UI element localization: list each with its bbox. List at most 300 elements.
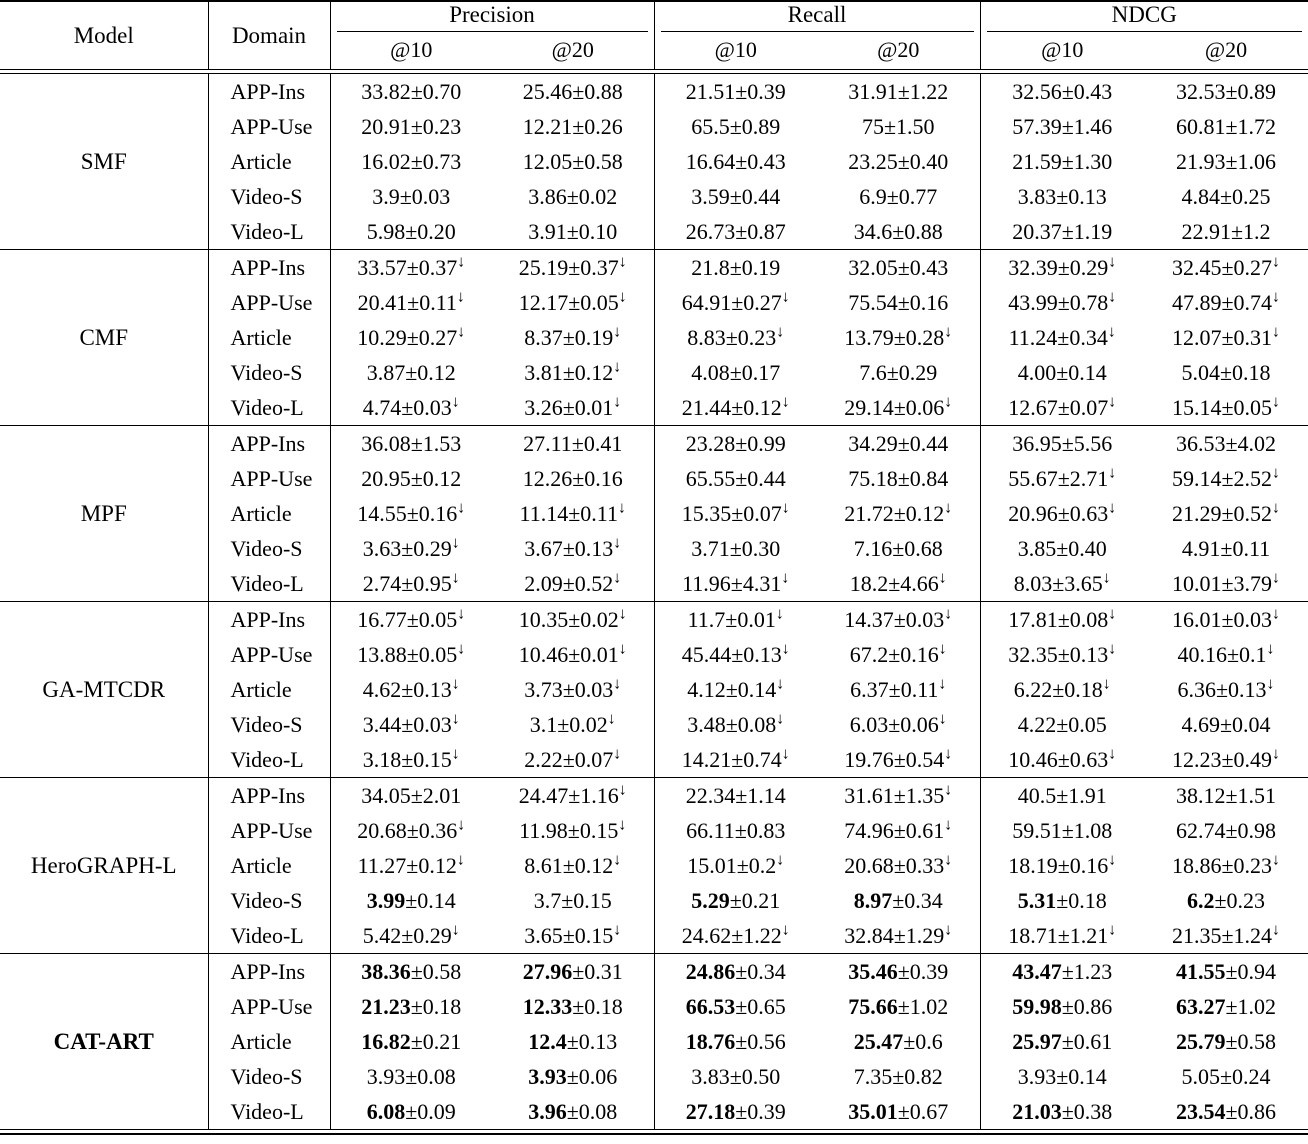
plus-minus-sign: ±: [572, 148, 585, 174]
metric-cell-recall-at20: [817, 1094, 980, 1130]
metric-value: 10.01: [1171, 570, 1222, 596]
plus-minus-sign: ±: [568, 641, 581, 667]
plus-minus-sign: ±: [897, 148, 910, 174]
plus-minus-sign: ±: [725, 711, 738, 737]
plus-minus-sign: ±: [406, 606, 419, 632]
metric-stddev: 0.87: [747, 218, 786, 244]
metric-stddev: 0.52: [574, 570, 614, 596]
metric-stddev: 1.02: [1237, 993, 1277, 1019]
down-arrow-icon: ↓: [1272, 569, 1281, 587]
metric-stddev: 0.21: [422, 1028, 462, 1054]
plus-minus-sign: ±: [572, 465, 585, 491]
down-arrow-icon: ↓: [1108, 605, 1117, 623]
metric-stddev: 0.88: [584, 78, 623, 104]
metric-value: 20.96: [1008, 500, 1058, 526]
metric-cell-ndcg-at20: [1144, 320, 1308, 355]
metric-value: 31.91: [848, 78, 898, 104]
metric-cell-ndcg-at20: [1144, 179, 1308, 214]
metric-value: 5.98: [366, 218, 406, 244]
plus-minus-sign: ±: [566, 183, 579, 209]
metric-value: 5.29: [691, 887, 730, 913]
plus-minus-sign: ±: [888, 711, 901, 737]
table-row: [0, 250, 1308, 285]
plus-minus-sign: ±: [1230, 218, 1244, 244]
down-arrow-icon: ↓: [776, 710, 785, 728]
metric-value: 3.67: [524, 535, 563, 561]
down-arrow-icon: ↓: [1108, 288, 1117, 306]
plus-minus-sign: ±: [1225, 817, 1238, 843]
metric-cell-ndcg-at10: [980, 496, 1144, 531]
metric-cell-precision-at10: [330, 496, 492, 531]
metric-cell-precision-at20: [492, 848, 654, 883]
metric-stddev: 0.84: [909, 465, 949, 491]
metric-stddev: 0.08: [737, 711, 777, 737]
plus-minus-sign: ±: [401, 535, 414, 561]
metric-cell-recall-at20: [817, 109, 980, 144]
metric-cell-precision-at20: [492, 496, 654, 531]
metric-cell-ndcg-at20: [1144, 954, 1308, 989]
plus-minus-sign: ±: [897, 254, 910, 280]
metric-value: 4.69: [1181, 711, 1220, 737]
metric-stddev: 3.79: [1233, 570, 1273, 596]
metric-cell-precision-at10: [330, 918, 492, 954]
metric-value: 32.05: [848, 254, 898, 280]
metric-value: 12.05: [522, 148, 573, 174]
plus-minus-sign: ±: [401, 746, 414, 772]
plus-minus-sign: ±: [1057, 324, 1070, 350]
metric-stddev: 0.41: [583, 430, 623, 456]
metric-cell-ndcg-at10: [980, 778, 1144, 813]
metric-value: 3.83: [691, 1063, 730, 1089]
metric-cell-ndcg-at10: [980, 813, 1144, 848]
table-row: [0, 778, 1308, 813]
metric-cell-precision-at10: [330, 74, 492, 109]
table-row: [0, 74, 1308, 109]
plus-minus-sign: ±: [1214, 887, 1227, 913]
metric-value: 10.35: [518, 606, 569, 632]
plus-minus-sign: ±: [557, 711, 570, 737]
column-header-model: Model: [73, 22, 134, 48]
plus-minus-sign: ±: [406, 641, 419, 667]
down-arrow-icon: ↓: [1272, 851, 1281, 869]
plus-minus-sign: ±: [562, 535, 575, 561]
column-group-precision: [330, 2, 654, 34]
metric-stddev: 0.34: [904, 887, 943, 913]
down-arrow-icon: ↓: [613, 851, 622, 869]
metric-value: 12.33: [522, 993, 573, 1019]
metric-stddev: 1.50: [896, 113, 935, 139]
plus-minus-sign: ±: [566, 218, 579, 244]
domain-name-cell: APP-Ins: [208, 778, 330, 813]
metric-cell-ndcg-at20: [1144, 285, 1308, 320]
plus-minus-sign: ±: [566, 1063, 579, 1089]
metric-value: 11.98: [519, 817, 568, 843]
metric-stddev: 0.13: [1228, 676, 1267, 702]
metric-value: 38.36: [361, 958, 411, 984]
plus-minus-sign: ±: [1226, 641, 1240, 667]
metric-stddev: 0.18: [1068, 887, 1107, 913]
metric-value: 20.68: [844, 852, 894, 878]
metric-value: 21.35: [1171, 922, 1222, 948]
domain-name-cell: Video-S: [208, 531, 330, 566]
metric-stddev: 1.46: [1073, 113, 1113, 139]
metric-value: 27.18: [685, 1098, 736, 1124]
metric-stddev: 0.58: [422, 958, 462, 984]
metric-stddev: 2.01: [422, 782, 462, 808]
metric-stddev: 0.24: [1232, 1063, 1271, 1089]
metric-cell-recall-at20: [817, 461, 980, 496]
plus-minus-sign: ±: [903, 1028, 916, 1054]
metric-cell-recall-at20: [817, 144, 980, 179]
metric-cell-ndcg-at20: [1144, 1094, 1308, 1130]
column-group-ndcg: [980, 2, 1308, 34]
group-label-precision: Precision: [337, 2, 648, 32]
plus-minus-sign: ±: [1056, 711, 1069, 737]
metric-cell-ndcg-at20: [1144, 74, 1308, 109]
down-arrow-icon: ↓: [1108, 921, 1117, 939]
plus-minus-sign: ±: [1221, 570, 1234, 596]
metric-value: 6.37: [850, 676, 889, 702]
column-header-precision-at20: @20: [551, 37, 594, 62]
metric-value: 20.68: [357, 817, 407, 843]
metric-value: 6.08: [366, 1098, 406, 1124]
plus-minus-sign: ±: [1219, 359, 1233, 385]
plus-minus-sign: ±: [1225, 148, 1238, 174]
plus-minus-sign: ±: [735, 78, 748, 104]
column-header-ndcg-at10: @10: [980, 34, 1144, 70]
metric-value: 35.46: [848, 958, 898, 984]
metric-value: 3.83: [1017, 183, 1057, 209]
metric-value: 13.79: [844, 324, 894, 350]
metric-value: 20.41: [357, 289, 408, 315]
metric-value: 3.86: [528, 183, 567, 209]
plus-minus-sign: ±: [725, 676, 738, 702]
metric-value: 36.95: [1012, 430, 1062, 456]
plus-minus-sign: ±: [731, 746, 744, 772]
metric-value: 63.27: [1175, 993, 1226, 1019]
metric-cell-recall-at10: [654, 285, 817, 320]
metric-value: 4.22: [1017, 711, 1057, 737]
metric-stddev: 0.34: [1069, 324, 1108, 350]
metric-value: 3.71: [691, 535, 730, 561]
metric-cell-precision-at20: [492, 1024, 654, 1059]
plus-minus-sign: ±: [893, 782, 906, 808]
metric-stddev: 0.20: [417, 218, 456, 244]
metric-value: 10.46: [518, 641, 569, 667]
metric-value: 5.05: [1181, 1063, 1220, 1089]
plus-minus-sign: ±: [410, 1028, 423, 1054]
down-arrow-icon: ↓: [457, 605, 466, 623]
down-arrow-icon: ↓: [1108, 464, 1117, 482]
model-name-cell: CMF: [79, 324, 129, 350]
domain-name-cell: Video-L: [208, 742, 330, 778]
metric-value: 34.05: [361, 782, 411, 808]
plus-minus-sign: ±: [568, 606, 581, 632]
plus-minus-sign: ±: [410, 430, 423, 456]
plus-minus-sign: ±: [410, 113, 423, 139]
metric-stddev: 0.14: [1068, 359, 1107, 385]
plus-minus-sign: ±: [405, 1098, 418, 1124]
metric-value: 3.59: [691, 183, 730, 209]
metric-cell-recall-at20: [817, 813, 980, 848]
plus-minus-sign: ±: [1057, 606, 1070, 632]
domain-name-cell: APP-Ins: [208, 954, 330, 989]
down-arrow-icon: ↓: [618, 816, 627, 834]
metric-cell-ndcg-at20: [1144, 496, 1308, 531]
metric-stddev: 0.25: [1232, 183, 1271, 209]
plus-minus-sign: ±: [1219, 183, 1233, 209]
metric-cell-recall-at10: [654, 1059, 817, 1094]
plus-minus-sign: ±: [735, 465, 748, 491]
plus-minus-sign: ±: [401, 394, 414, 420]
metric-cell-recall-at20: [817, 390, 980, 426]
metric-stddev: 0.28: [905, 324, 945, 350]
plus-minus-sign: ±: [1225, 430, 1238, 456]
metric-cell-ndcg-at20: [1144, 566, 1308, 602]
plus-minus-sign: ±: [1056, 183, 1069, 209]
metric-cell-ndcg-at10: [980, 637, 1144, 672]
down-arrow-icon: ↓: [1108, 253, 1117, 271]
plus-minus-sign: ±: [729, 183, 742, 209]
metric-stddev: 0.37: [418, 254, 458, 280]
plus-minus-sign: ±: [893, 606, 906, 632]
domain-name-cell: APP-Use: [208, 989, 330, 1024]
domain-name-cell: Video-S: [208, 355, 330, 390]
metric-stddev: 0.1: [1239, 641, 1267, 667]
metric-cell-recall-at20: [817, 531, 980, 566]
metric-value: 3.96: [528, 1098, 567, 1124]
metric-stddev: 0.31: [584, 958, 623, 984]
metric-cell-precision-at10: [330, 214, 492, 250]
bottomrule-bottom: [0, 1134, 1308, 1135]
metric-value: 21.93: [1175, 148, 1226, 174]
metric-cell-ndcg-at20: [1144, 214, 1308, 250]
plus-minus-sign: ±: [735, 1028, 748, 1054]
metric-stddev: 0.68: [904, 535, 943, 561]
metric-cell-recall-at20: [817, 179, 980, 214]
down-arrow-icon: ↓: [1272, 323, 1281, 341]
metric-cell-recall-at20: [817, 954, 980, 989]
down-arrow-icon: ↓: [451, 534, 460, 552]
column-group-recall: [654, 2, 980, 34]
metric-cell-ndcg-at10: [980, 883, 1144, 918]
group-label-recall: Recall: [661, 2, 974, 32]
metric-cell-ndcg-at10: [980, 214, 1144, 250]
metric-stddev: 0.01: [737, 606, 776, 632]
plus-minus-sign: ±: [566, 1098, 579, 1124]
plus-minus-sign: ±: [1057, 289, 1070, 315]
metric-stddev: 0.29: [898, 359, 938, 385]
down-arrow-icon: ↓: [618, 640, 627, 658]
metric-value: 3.91: [528, 218, 567, 244]
metric-cell-recall-at10: [654, 742, 817, 778]
metric-value: 6.22: [1013, 676, 1053, 702]
down-arrow-icon: ↓: [1102, 675, 1111, 693]
domain-name-cell: Article: [208, 848, 330, 883]
metric-value: 20.37: [1012, 218, 1062, 244]
metric-stddev: 0.27: [743, 289, 782, 315]
plus-minus-sign: ±: [731, 922, 744, 948]
metric-value: 23.28: [685, 430, 736, 456]
metric-value: 12.26: [522, 465, 573, 491]
metric-stddev: 0.06: [905, 394, 945, 420]
plus-minus-sign: ±: [1057, 746, 1070, 772]
metric-stddev: 0.82: [904, 1063, 943, 1089]
metric-stddev: 0.88: [904, 218, 943, 244]
plus-minus-sign: ±: [735, 218, 748, 244]
column-header-recall-at10: @10: [654, 34, 817, 70]
metric-cell-precision-at20: [492, 883, 654, 918]
metric-value: 12.21: [522, 113, 573, 139]
metric-value: 14.21: [681, 746, 732, 772]
metric-cell-recall-at20: [817, 426, 980, 461]
plus-minus-sign: ±: [572, 113, 585, 139]
model-name-cell: HeroGRAPH-L: [30, 852, 177, 878]
metric-cell-precision-at10: [330, 179, 492, 214]
down-arrow-icon: ↓: [1108, 851, 1117, 869]
metric-value: 4.00: [1017, 359, 1057, 385]
metric-stddev: 0.06: [578, 1063, 618, 1089]
metric-value: 7.16: [853, 535, 893, 561]
down-arrow-icon: ↓: [781, 569, 790, 587]
plus-minus-sign: ±: [406, 852, 419, 878]
plus-minus-sign: ±: [1052, 570, 1065, 596]
metric-cell-precision-at10: [330, 1059, 492, 1094]
metric-value: 24.62: [681, 922, 732, 948]
domain-name-cell: APP-Ins: [208, 426, 330, 461]
metric-stddev: 1.19: [1073, 218, 1113, 244]
metric-cell-precision-at10: [330, 566, 492, 602]
plus-minus-sign: ±: [1057, 465, 1070, 491]
plus-minus-sign: ±: [562, 359, 575, 385]
plus-minus-sign: ±: [562, 394, 575, 420]
metric-value: 25.19: [518, 254, 569, 280]
metric-stddev: 0.29: [1069, 254, 1109, 280]
table-footer: [0, 1130, 1308, 1136]
metric-cell-ndcg-at20: [1144, 918, 1308, 954]
metric-cell-ndcg-at20: [1144, 144, 1308, 179]
plus-minus-sign: ±: [1056, 782, 1069, 808]
metric-value: 75: [861, 113, 884, 139]
down-arrow-icon: ↓: [944, 393, 953, 411]
metric-stddev: 0.08: [578, 1098, 618, 1124]
metric-cell-precision-at10: [330, 707, 492, 742]
metric-cell-ndcg-at10: [980, 320, 1144, 355]
metric-value: 21.72: [844, 500, 894, 526]
metric-value: 65.5: [691, 113, 730, 139]
plus-minus-sign: ±: [886, 183, 899, 209]
metric-value: 3.9: [372, 183, 400, 209]
metric-cell-precision-at10: [330, 250, 492, 285]
metric-stddev: 0.95: [413, 570, 452, 596]
metric-cell-precision-at10: [330, 813, 492, 848]
down-arrow-icon: ↓: [1272, 745, 1281, 763]
metric-stddev: 0.05: [1233, 394, 1273, 420]
metric-cell-recall-at10: [654, 672, 817, 707]
metric-stddev: 0.03: [413, 711, 452, 737]
metric-value: 32.39: [1008, 254, 1058, 280]
metric-value: 34.6: [853, 218, 893, 244]
metric-stddev: 0.73: [422, 148, 462, 174]
metric-cell-ndcg-at20: [1144, 1024, 1308, 1059]
metric-stddev: 0.19: [574, 324, 614, 350]
metric-value: 40.16: [1177, 641, 1227, 667]
plus-minus-sign: ±: [1221, 254, 1234, 280]
metric-cell-ndcg-at20: [1144, 602, 1308, 637]
plus-minus-sign: ±: [897, 465, 910, 491]
metric-stddev: 0.16: [418, 500, 458, 526]
plus-minus-sign: ±: [1221, 852, 1234, 878]
metric-value: 3.85: [1017, 535, 1057, 561]
metric-stddev: 1.30: [1073, 148, 1113, 174]
metric-value: 11.24: [1008, 324, 1058, 350]
metric-value: 17.81: [1008, 606, 1058, 632]
metric-value: 43.47: [1012, 958, 1062, 984]
column-header-ndcg-at20: @20: [1204, 37, 1248, 62]
plus-minus-sign: ±: [1057, 641, 1070, 667]
metric-value: 29.14: [844, 394, 894, 420]
down-arrow-icon: ↓: [781, 393, 790, 411]
metric-value: 21.23: [361, 993, 411, 1019]
metric-cell-ndcg-at10: [980, 285, 1144, 320]
metric-value: 47.89: [1171, 289, 1222, 315]
metric-cell-recall-at10: [654, 989, 817, 1024]
metric-cell-recall-at20: [817, 566, 980, 602]
metric-cell-precision-at20: [492, 672, 654, 707]
metric-stddev: 0.15: [574, 922, 614, 948]
metric-value: 43.99: [1008, 289, 1058, 315]
plus-minus-sign: ±: [1061, 817, 1074, 843]
plus-minus-sign: ±: [1225, 993, 1238, 1019]
metric-cell-precision-at20: [492, 214, 654, 250]
column-header-domain: Domain: [208, 2, 330, 70]
metric-stddev: 2.71: [1069, 465, 1109, 491]
metric-stddev: 0.23: [1233, 852, 1273, 878]
metric-stddev: 0.26: [584, 113, 623, 139]
metric-cell-precision-at20: [492, 531, 654, 566]
metric-stddev: 0.33: [905, 852, 945, 878]
metric-stddev: 0.07: [574, 746, 614, 772]
metric-cell-ndcg-at10: [980, 461, 1144, 496]
domain-name-cell: Video-S: [208, 1059, 330, 1094]
metric-stddev: 0.52: [1233, 500, 1273, 526]
metric-value: 14.37: [844, 606, 894, 632]
domain-name-cell: Video-L: [208, 918, 330, 954]
plus-minus-sign: ±: [568, 782, 581, 808]
plus-minus-sign: ±: [1221, 606, 1234, 632]
metric-value: 4.12: [687, 676, 726, 702]
down-arrow-icon: ↓: [613, 323, 622, 341]
metric-cell-precision-at10: [330, 672, 492, 707]
metric-value: 3.93: [366, 1063, 406, 1089]
metric-cell-recall-at20: [817, 848, 980, 883]
metric-value: 3.87: [366, 359, 406, 385]
plus-minus-sign: ±: [405, 218, 418, 244]
down-arrow-icon: ↓: [1108, 640, 1117, 658]
metric-stddev: 0.27: [1233, 254, 1273, 280]
metric-stddev: 1.08: [1073, 817, 1113, 843]
metric-stddev: 0.12: [905, 500, 945, 526]
metric-cell-recall-at10: [654, 637, 817, 672]
metric-cell-precision-at20: [492, 637, 654, 672]
metric-cell-recall-at10: [654, 214, 817, 250]
metric-value: 3.73: [524, 676, 563, 702]
metric-cell-ndcg-at20: [1144, 1059, 1308, 1094]
metric-value: 74.96: [844, 817, 894, 843]
metric-cell-recall-at20: [817, 355, 980, 390]
down-arrow-icon: ↓: [456, 288, 465, 306]
plus-minus-sign: ±: [1057, 500, 1070, 526]
